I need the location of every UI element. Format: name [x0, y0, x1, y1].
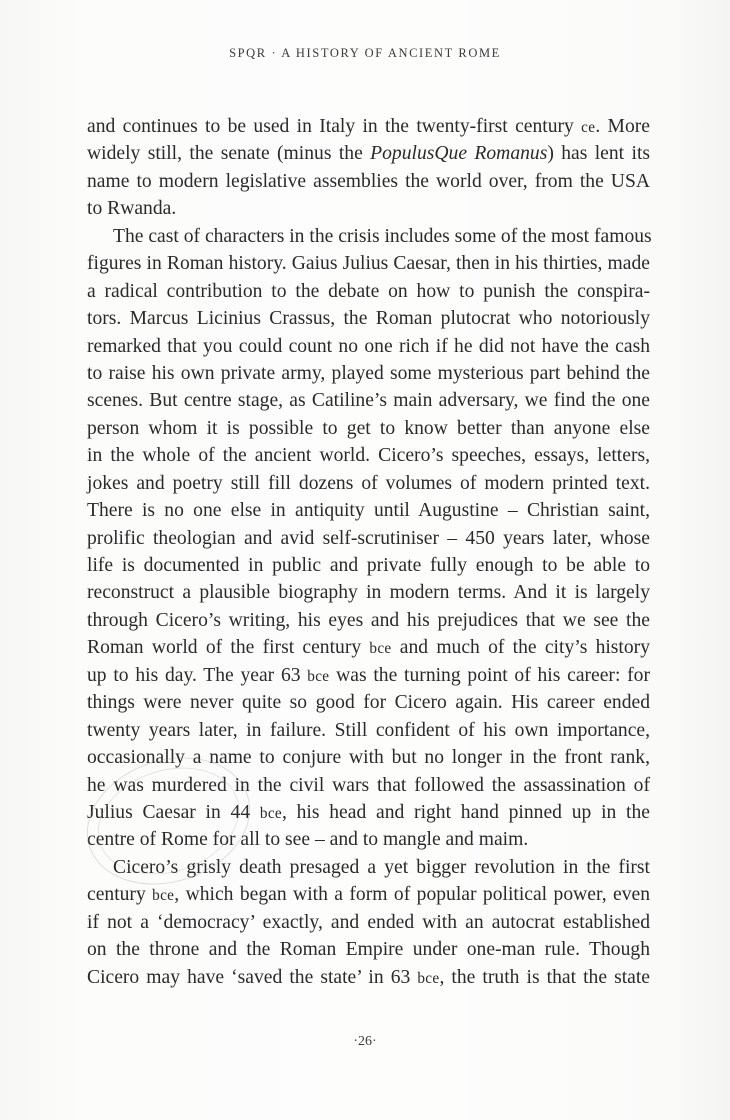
- text-run: . More: [595, 116, 650, 137]
- text-run: century: [87, 884, 153, 906]
- text-line: [87, 415, 650, 442]
- small-caps-era: bce: [307, 667, 330, 685]
- text-line: [87, 799, 650, 826]
- text-run: he was murdered in the civil wars that followed the assassination of: [87, 774, 650, 796]
- text-line: [87, 607, 650, 634]
- page-number: ·26·: [353, 1034, 377, 1049]
- body-text: [87, 113, 650, 991]
- text-line: [87, 442, 650, 469]
- text-run: scenes. But centre stage, as Catiline’s main adversary, we find the one: [87, 390, 650, 412]
- small-caps-era: bce: [259, 804, 282, 822]
- text-line: [87, 854, 650, 881]
- text-line: [87, 250, 650, 277]
- text-line: [87, 113, 650, 140]
- text-run: and continues to be used in Italy in the twenty-first century: [87, 116, 582, 137]
- text-run: tors. Marcus Licinius Crassus, the Roman plutocrat who notoriously: [87, 308, 650, 330]
- text-line: [87, 744, 650, 771]
- small-caps-era: bce: [369, 640, 392, 658]
- text-run: There is no one else in antiquity until Augustine – Christian saint,: [87, 500, 650, 522]
- text-line: [87, 470, 650, 497]
- text-line: [87, 387, 650, 414]
- text-run: Julius Caesar in 44: [87, 801, 260, 823]
- text-run: remarked that you could count no one rich if he did not have the cash: [87, 335, 650, 357]
- text-run: prolific theologian and avid self-scrutiniser – 450 years later, whose: [87, 527, 650, 549]
- text-run: ) has lent its: [547, 143, 651, 165]
- text-run: Roman world of the first century: [87, 637, 370, 659]
- text-run: through Cicero’s writing, his eyes and his prejudices that we see the: [87, 609, 650, 631]
- text-line: [87, 662, 650, 689]
- text-line: [87, 305, 650, 332]
- text-line: [87, 689, 650, 716]
- text-run: , his head and right hand pinned up in the: [281, 801, 650, 823]
- text-line: [87, 278, 650, 305]
- text-run: to Rwanda.: [87, 198, 177, 220]
- text-line: [87, 964, 650, 991]
- text-run: life is documented in public and private fully enough to be able to: [87, 555, 650, 576]
- text-run: jokes and poetry still fill dozens of volumes of modern printed text.: [87, 472, 650, 494]
- text-run: , the truth is that the state: [439, 966, 650, 988]
- text-run: The cast of characters in the crisis includes some of the most famous: [113, 225, 652, 247]
- running-head: SPQR · A HISTORY OF ANCIENT ROME: [229, 46, 501, 60]
- text-line: [87, 717, 650, 744]
- text-line: [87, 909, 650, 936]
- text-line: [87, 525, 650, 552]
- text-run: twenty years later, in failure. Still confident of his own importance,: [87, 719, 650, 741]
- text-run: occasionally a name to conjure with but no longer in the front rank,: [87, 747, 650, 769]
- text-run: was the turning point of his career: for: [329, 664, 650, 686]
- text-line: [87, 772, 650, 799]
- text-line: [87, 360, 650, 387]
- text-line: [87, 826, 650, 853]
- text-run: centre of Rome for all to see – and to mangle and maim.: [87, 829, 529, 851]
- text-run: and much of the city’s history: [391, 637, 650, 659]
- text-run: person whom it is possible to get to know better than anyone else: [87, 417, 650, 439]
- text-line: [87, 223, 650, 250]
- text-run: up to his day. The year 63: [87, 664, 308, 686]
- text-line: [87, 936, 650, 963]
- text-run: name to modern legislative assemblies the world over, from the USA: [87, 170, 650, 192]
- text-run: a radical contribution to the debate on how to punish the conspira-: [87, 280, 650, 302]
- text-run: Cicero’s grisly death presaged a yet bigger revolution in the first: [113, 856, 650, 878]
- text-line: [87, 497, 650, 524]
- text-line: [87, 634, 650, 661]
- text-run: things were never quite so good for Cicero again. His career ended: [87, 692, 650, 714]
- italic-phrase: PopulusQue Romanus: [370, 143, 548, 165]
- text-line: [87, 881, 650, 908]
- text-run: figures in Roman history. Gaius Julius Caesar, then in his thirties, made: [87, 253, 650, 275]
- small-caps-era: bce: [417, 969, 440, 987]
- text-line: [87, 552, 650, 579]
- text-run: reconstruct a plausible biography in modern terms. And it is largely: [87, 582, 650, 604]
- text-line: [87, 333, 650, 360]
- text-run: in the whole of the ancient world. Cicero’s speeches, essays, letters,: [87, 445, 650, 467]
- text-run: on the throne and the Roman Empire under one-man rule. Though: [87, 939, 650, 961]
- text-run: , which began with a form of popular political power, even: [174, 884, 650, 906]
- text-line: [87, 195, 650, 222]
- text-run: if not a ‘democracy’ exactly, and ended with an autocrat established: [87, 911, 650, 933]
- text-run: to raise his own private army, played some mysterious part behind the: [87, 362, 650, 384]
- text-line: [87, 140, 650, 167]
- text-line: [87, 168, 650, 195]
- small-caps-era: bce: [152, 887, 175, 905]
- text-run: Cicero may have ‘saved the state’ in 63: [87, 966, 418, 988]
- text-line: [87, 579, 650, 606]
- small-caps-era: ce: [581, 119, 596, 136]
- text-run: widely still, the senate (minus the: [87, 143, 371, 165]
